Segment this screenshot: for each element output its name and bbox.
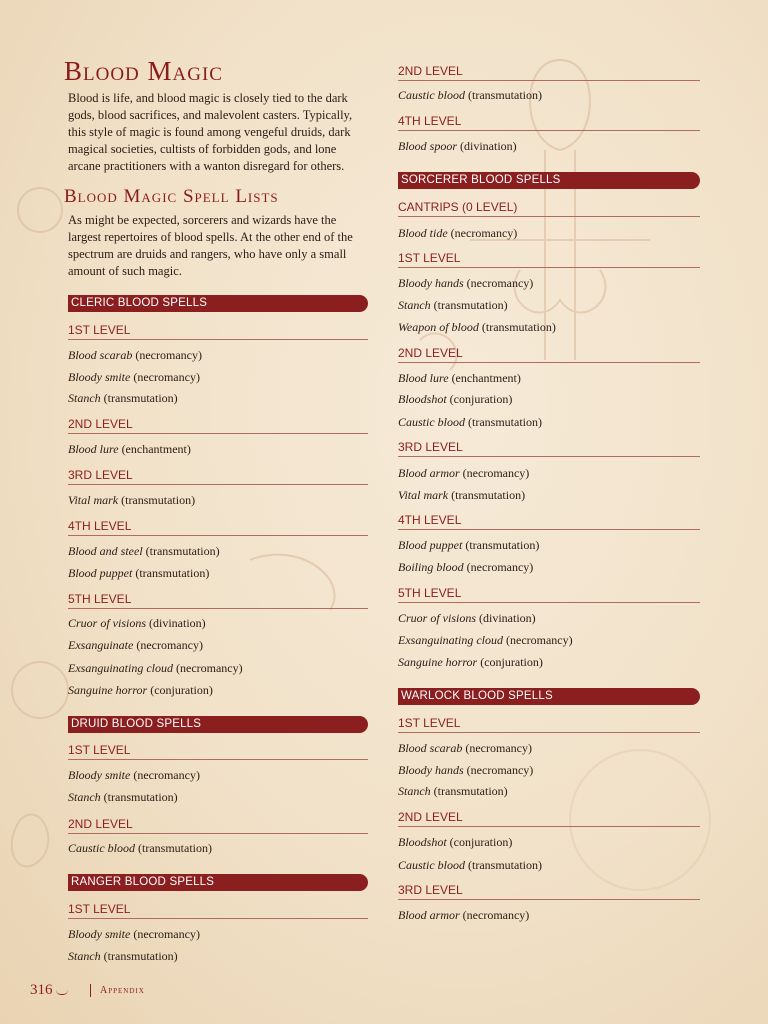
cleric-level-2: 2ND LEVEL xyxy=(68,416,368,434)
spell-entry: Bloody smite (necromancy) xyxy=(68,927,200,941)
spell-entry: Blood puppet (transmutation) xyxy=(398,538,540,552)
spell-entry: Blood armor (necromancy) xyxy=(398,466,530,480)
warlock-level-3: 3RD LEVEL xyxy=(398,882,700,900)
wizard-level-4: 4TH LEVEL xyxy=(398,113,700,131)
spell-entry: Caustic blood (transmutation) xyxy=(68,841,212,855)
cleric-level-1: 1ST LEVEL xyxy=(68,322,368,340)
footer-section-label: Appendix xyxy=(100,985,145,996)
warlock-header: WARLOCK BLOOD SPELLS xyxy=(398,688,700,705)
spell-entry: Boiling blood (necromancy) xyxy=(398,560,534,574)
spell-entry: Caustic blood (transmutation) xyxy=(398,858,542,872)
spell-entry: Stanch (transmutation) xyxy=(68,949,178,963)
spell-entry: Blood spoor (divination) xyxy=(398,139,517,153)
spell-entry: Bloody hands (necromancy) xyxy=(398,276,534,290)
spell-entry: Bloody hands (necromancy) xyxy=(398,763,534,777)
spell-entry: Bloodshot (conjuration) xyxy=(398,392,513,406)
spell-entry: Exsanguinating cloud (necromancy) xyxy=(68,661,243,675)
spell-entry: Cruor of visions (divination) xyxy=(398,611,536,625)
spell-entry: Blood lure (enchantment) xyxy=(398,371,521,385)
druid-level-1: 1ST LEVEL xyxy=(68,742,368,760)
footer-divider xyxy=(90,984,91,997)
druid-header: DRUID BLOOD SPELLS xyxy=(68,716,368,733)
spell-entry: Stanch (transmutation) xyxy=(398,298,508,312)
sorcerer-header: SORCERER BLOOD SPELLS xyxy=(398,172,700,189)
spell-entry: Stanch (transmutation) xyxy=(398,784,508,798)
ranger-level-1: 1ST LEVEL xyxy=(68,901,368,919)
sorcerer-level-3: 3RD LEVEL xyxy=(398,439,700,457)
spell-entry: Caustic blood (transmutation) xyxy=(398,88,542,102)
spell-entry: Sanguine horror (conjuration) xyxy=(398,655,543,669)
spell-entry: Vital mark (transmutation) xyxy=(68,493,196,507)
warlock-level-2: 2ND LEVEL xyxy=(398,809,700,827)
wizard-level-2: 2ND LEVEL xyxy=(398,63,700,81)
spell-entry: Sanguine horror (conjuration) xyxy=(68,683,213,697)
spell-entry: Caustic blood (transmutation) xyxy=(398,415,542,429)
spell-entry: Bloody smite (necromancy) xyxy=(68,768,200,782)
spell-entry: Bloody smite (necromancy) xyxy=(68,370,200,384)
cleric-header: CLERIC BLOOD SPELLS xyxy=(68,295,368,312)
section-subtitle: Blood Magic Spell Lists xyxy=(64,186,279,207)
sorcerer-level-4: 4TH LEVEL xyxy=(398,512,700,530)
spell-entry: Stanch (transmutation) xyxy=(68,790,178,804)
spell-entry: Blood armor (necromancy) xyxy=(398,908,530,922)
cleric-level-4: 4TH LEVEL xyxy=(68,518,368,536)
spell-entry: Vital mark (transmutation) xyxy=(398,488,526,502)
spell-entry: Blood lure (enchantment) xyxy=(68,442,191,456)
spell-entry: Blood scarab (necromancy) xyxy=(398,741,532,755)
spell-entry: Bloodshot (conjuration) xyxy=(398,835,513,849)
spell-entry: Stanch (transmutation) xyxy=(68,391,178,405)
spell-lists-intro: As might be expected, sorcerers and wizards have the largest repertoires of blood spells. At the other end of the spectrum are druids and rangers, who have only a small amount of such magic. xyxy=(68,213,353,278)
spell-entry: Exsanguinating cloud (necromancy) xyxy=(398,633,573,647)
spell-entry: Blood puppet (transmutation) xyxy=(68,566,210,580)
cleric-level-3: 3RD LEVEL xyxy=(68,467,368,485)
spell-entry: Blood tide (necromancy) xyxy=(398,226,518,240)
page-number-flourish xyxy=(56,990,68,995)
spell-entry: Exsanguinate (necromancy) xyxy=(68,638,203,652)
sorcerer-level-2: 2ND LEVEL xyxy=(398,345,700,363)
spell-entry: Weapon of blood (transmutation) xyxy=(398,320,556,334)
sorcerer-cantrips: CANTRIPS (0 LEVEL) xyxy=(398,199,700,217)
warlock-level-1: 1ST LEVEL xyxy=(398,715,700,733)
spell-entry: Blood and steel (transmutation) xyxy=(68,544,220,558)
sorcerer-level-5: 5TH LEVEL xyxy=(398,585,700,603)
page-number: 316 xyxy=(30,982,53,998)
spell-entry: Blood scarab (necromancy) xyxy=(68,348,202,362)
sorcerer-level-1: 1ST LEVEL xyxy=(398,250,700,268)
spell-entry: Cruor of visions (divination) xyxy=(68,616,206,630)
ranger-header: RANGER BLOOD SPELLS xyxy=(68,874,368,891)
druid-level-2: 2ND LEVEL xyxy=(68,816,368,834)
intro-paragraph: Blood is life, and blood magic is closely tied to the dark gods, blood sacrifices, and malevolent casters. Typically, this style of magic is found among vengeful druids, dark magical societies, cultists of forbidden gods, and lone arcane practitioners with a wanton disregard for others. xyxy=(68,91,353,173)
cleric-level-5: 5TH LEVEL xyxy=(68,591,368,609)
page-title: Blood Magic xyxy=(64,56,223,86)
